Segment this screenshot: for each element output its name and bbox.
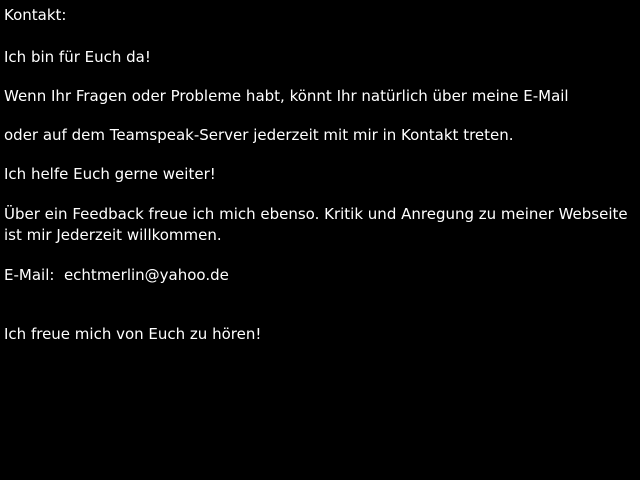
spacer bbox=[4, 184, 640, 204]
spacer bbox=[4, 106, 640, 126]
email-line: E-Mail: echtmerlin@yahoo.de bbox=[4, 266, 229, 284]
closing-line: Ich freue mich von Euch zu hören! bbox=[4, 325, 262, 343]
contact-line-2: oder auf dem Teamspeak-Server jederzeit mit mir in Kontakt treten. bbox=[4, 126, 514, 144]
help-line: Ich helfe Euch gerne weiter! bbox=[4, 165, 216, 183]
contact-line-1: Wenn Ihr Fragen oder Probleme habt, könnt Ihr natürlich über meine E-Mail bbox=[4, 87, 569, 105]
intro-line: Ich bin für Euch da! bbox=[4, 48, 151, 66]
spacer bbox=[4, 67, 640, 87]
spacer bbox=[4, 145, 640, 165]
spacer bbox=[4, 246, 640, 266]
spacer bbox=[4, 285, 640, 325]
spacer bbox=[4, 25, 640, 48]
page-title: Kontakt: bbox=[4, 6, 67, 24]
feedback-paragraph: Über ein Feedback freue ich mich ebenso. Kritik und Anregung zu meiner Webseite ist mir Jederzeit willkommen. bbox=[4, 205, 628, 244]
